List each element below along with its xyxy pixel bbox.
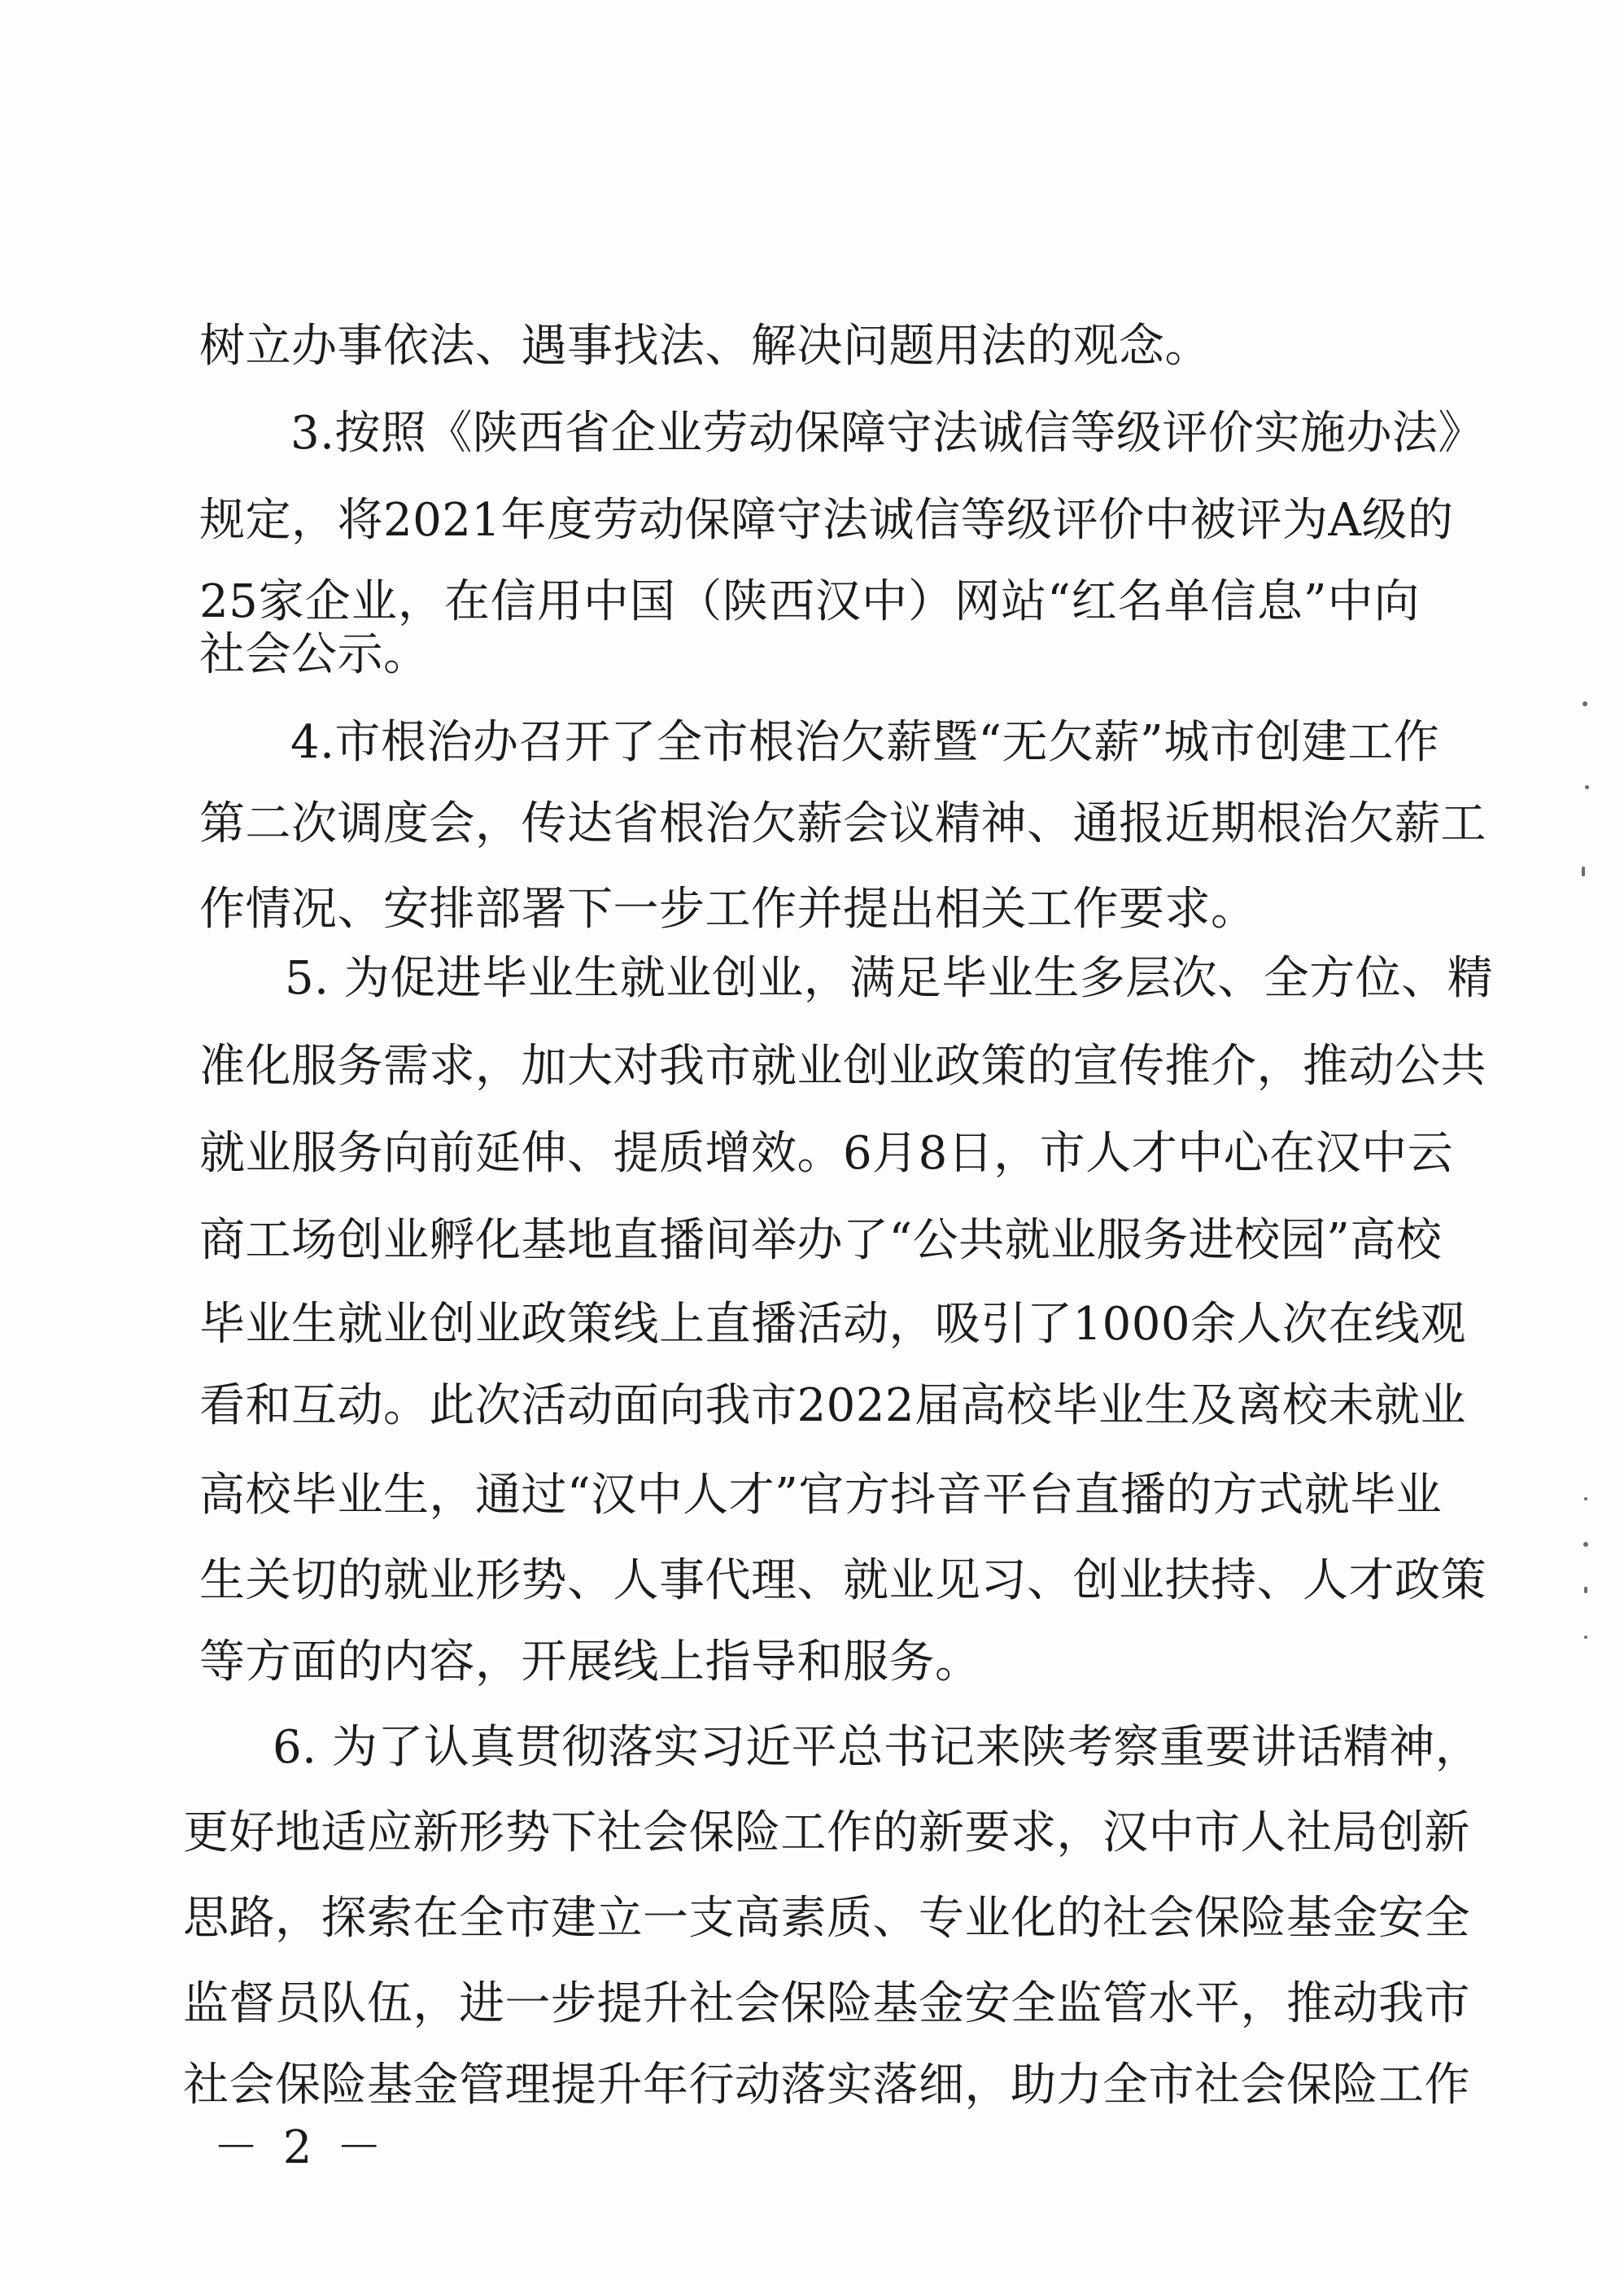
text-line-15: 高校毕业生，通过“汉中人才”官方抖音平台直播的方式就毕业 xyxy=(199,1469,1443,1522)
text-line-16: 生关切的就业形势、人事代理、就业见习、创业扶持、人才政策 xyxy=(199,1554,1486,1607)
text-line-5: 社会公示。 xyxy=(199,628,430,681)
text-line-2: 3.按照《陕西省企业劳动保障守法诚信等级评价实施办法》 xyxy=(290,407,1484,460)
text-line-6: 4.市根治办召开了全市根治欠薪暨“无欠薪”城市创建工作 xyxy=(290,716,1440,769)
text-line-21: 监督员队伍，进一步提升社会保险基金安全监管水平，推动我市 xyxy=(183,1977,1470,2030)
text-line-18: 6. 为了认真贯彻落实习近平总书记来陕考察重要讲话精神， xyxy=(273,1721,1482,1774)
scan-mark xyxy=(1583,701,1587,706)
scan-mark xyxy=(1585,785,1589,789)
scan-mark xyxy=(1582,867,1585,876)
text-line-14: 看和互动。此次活动面向我市2022届高校毕业生及离校未就业 xyxy=(199,1379,1467,1432)
text-line-1: 树立办事依法、遇事找法、解决问题用法的观念。 xyxy=(199,320,1211,373)
text-line-4: 25家企业，在信用中国（陕西汉中）网站“红名单信息”中向 xyxy=(199,575,1420,628)
page-number: － 2 － xyxy=(213,2121,387,2174)
text-line-22: 社会保险基金管理提升年行动落实落细，助力全市社会保险工作 xyxy=(183,2059,1470,2112)
text-line-11: 就业服务向前延伸、提质增效。6月8日，市人才中心在汉中云 xyxy=(199,1127,1454,1180)
scan-mark xyxy=(1584,1587,1587,1593)
text-line-19: 更好地适应新形势下社会保险工作的新要求，汉中市人社局创新 xyxy=(183,1806,1470,1859)
scan-mark xyxy=(1584,1636,1587,1639)
text-line-12: 商工场创业孵化基地直播间举办了“公共就业服务进校园”高校 xyxy=(199,1214,1443,1267)
scan-mark xyxy=(1584,1497,1587,1500)
text-line-3: 规定，将2021年度劳动保障守法诚信等级评价中被评为A级的 xyxy=(199,494,1454,547)
text-line-7: 第二次调度会，传达省根治欠薪会议精神、通报近期根治欠薪工 xyxy=(199,797,1486,850)
text-line-8: 作情况、安排部署下一步工作并提出相关工作要求。 xyxy=(199,883,1257,936)
text-line-17: 等方面的内容，开展线上指导和服务。 xyxy=(199,1636,981,1688)
text-line-13: 毕业生就业创业政策线上直播活动，吸引了1000余人次在线观 xyxy=(199,1298,1467,1351)
text-line-9: 5. 为促进毕业生就业创业，满足毕业生多层次、全方位、精 xyxy=(285,952,1494,1005)
text-line-10: 准化服务需求，加大对我市就业创业政策的宣传推介，推动公共 xyxy=(199,1040,1486,1093)
text-line-20: 思路，探索在全市建立一支高素质、专业化的社会保险基金安全 xyxy=(183,1892,1470,1945)
scan-mark xyxy=(1583,1542,1588,1547)
